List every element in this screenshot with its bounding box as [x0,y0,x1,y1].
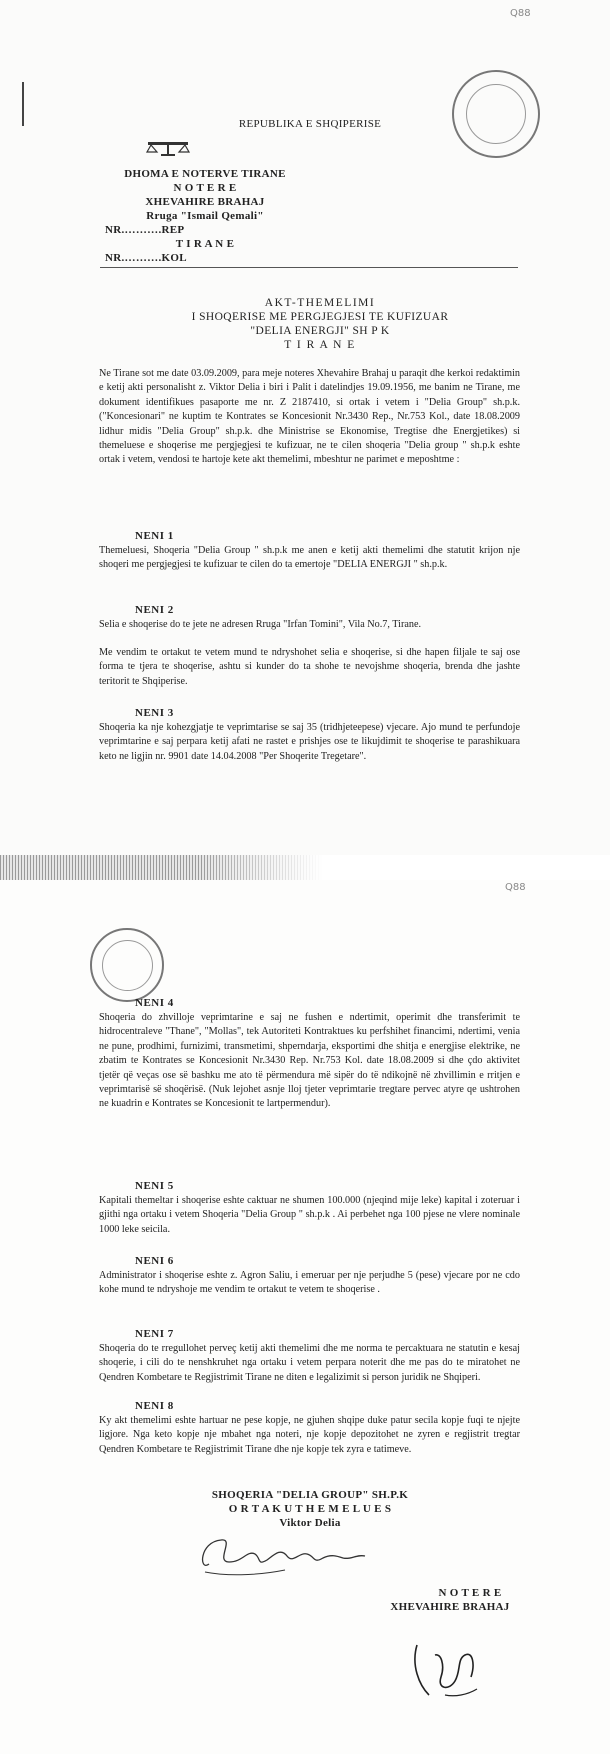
article-text: Shoqeria ka nje kohezgjatje te veprimtarise se saj 35 (tridhjeteepese) vjecare. Ajo mund te perfundoje veprimtarine e saj perpara ketij afati ne rastet e prishjes ose te likujdimit te shoqerise te parashikuara keto ne ligjin nr. 9901 date 14.04.2008 "Per Shoqerite Tregetare". [99,722,520,762]
notary-stamp-seal [90,928,164,1002]
header-divider [100,267,518,268]
article-text: Ky akt themelimi eshte hartuar ne pese kopje, ne gjuhen shqipe duke patur secila kopje fuqi te njejte ligjore. Nga keto kopje nje mbahet nga noteri, nje kopje depozitohet ne zyren e regjistrit tregtar Qendren Kombetare te Regjistrimit Tirane dhe nje kopje tek zyra e tatimeve. [99,1415,520,1455]
page-corner-note: Q88 [505,882,526,893]
notary-city: T I R A N E [175,238,235,250]
deed-subtitle: I SHOQERISE ME PERGJEGJESI TE KUFIZUAR [191,311,449,323]
notary-sign-name: XHEVAHIRE BRAHAJ [390,1601,510,1613]
deed-title: AKT-THEMELIMI [264,297,376,309]
article-heading: NENI 5 [135,1180,174,1192]
notary-handwritten-signature [405,1625,485,1705]
article-heading: NENI 4 [135,997,174,1009]
article-text: Shoqeria do zhvilloje veprimtarine e saj ne fushen e ndertimit, operimit dhe transferimit te hidrocentraleve "Thane", "Mollas", tek Autoriteti Kontraktues ku perfshihet financimi, ndertimi, venia ne pune, prodhimi, furnizimi, transmetimi, shperndarja, eksportimi dhe shitja e energjise elektrike, ne zbatim te Kontrates se Koncesionit Nr.3430 Rep. Nr.753 Kol. date 18.08.2009 si dhe çdo aktivitet tjetër që veças ose së bashku me ato të përmendura më sipër do të ndikojnë në zhvillimin e rritjen e veprimtarisë së shoqërisë. (Nuk lejohet asnje lloj tjeter veprimtarie tregtare pervec atyre qe ushtrohen ne kuadrin e Kontrates se Koncesionit te lartpermendur). [99,1012,520,1110]
notary-chamber: DHOMA E NOTERVE TIRANE [124,168,286,180]
article-heading: NENI 2 [135,604,174,616]
signature-company: SHOQERIA "DELIA GROUP" SH.P.K [211,1489,409,1501]
page-corner-note: Q88 [510,8,531,19]
article-text: Me vendim te ortakut te vetem mund te ndryshohet selia e shoqerise, si dhe hapen filjale te saj ose forma te tjera te shoqerise, ashtu si kunder do ta shohe te nevojshme shoqeria, brenda dhe jashte teritorit te Shqiperise. [99,647,520,687]
deed-city: T I R A N E [284,339,356,351]
notary-sign-label: N O T E R E [438,1587,502,1599]
article-heading: NENI 6 [135,1255,174,1267]
margin-mark [22,82,24,126]
article-heading: NENI 7 [135,1328,174,1340]
document-page-2 [0,880,610,1754]
notary-label: N O T E R E [173,182,237,194]
article-text: Themeluesi, Shoqeria "Delia Group " sh.p.k me anen e ketij akti themelimi dhe statutit krijon nje shoqeri me pergjegjesi te kufizuar te cilen do ta emertoje "DELIA ENERGJI " sh.p.k. [99,545,520,571]
article-heading: NENI 1 [135,530,174,542]
notary-name: XHEVAHIRE BRAHAJ [145,196,265,208]
signature-name: Viktor Delia [279,1517,341,1529]
article-heading: NENI 8 [135,1400,174,1412]
notary-stamp-seal [452,70,540,158]
company-name-title: "DELIA ENERGJI" SH P K [250,325,390,337]
scales-of-justice-icon [143,141,193,157]
republic-heading: REPUBLIKA E SHQIPERISE [238,118,382,130]
intro-paragraph: Ne Tirane sot me date 03.09.2009, para meje noteres Xhevahire Brahaj u paraqit dhe kerkoi redaktimin e ketij akti personalisht z. Viktor Delia i biri i Palit i datelindjes 19.09.1956, me banim ne Tirane, me dokument identifikues pasaporte me nr. Z 2187410, si ortak i vetem i "Delia Group" sh.p.k. ("Koncesionari" ne kuptim te Kontrates se Koncesionit Nr.3430 Rep., Nr.753 Kol., date 18.08.2009 lidhur midis "Delia Group" sh.p.k. dhe Ministrise se Ekonomise, Tregtise dhe Energjetikes) si themeluese e shoqerise me pergjegjesi te kufizuar, ne te cilen shoqeria "Delia group " sh.p.k eshte ortak i vetem, vendosi te hartoje kete akt themelimi, mbeshtur ne parimet e meposhtme : [99,368,520,466]
article-text: Administrator i shoqerise eshte z. Agron Saliu, i emeruar per nje perjudhe 5 (pese) vjecare por ne cdo kohe mund te ndryshoje me vendim te ortakut te vetem te shoqerise . [99,1270,520,1296]
rep-number: NR.……….REP [105,224,185,236]
article-heading: NENI 3 [135,707,174,719]
article-text: Shoqeria do te rregullohet perveç ketij akti themelimi dhe me norma te percaktuara ne statutin e kesaj shoqerie, i cili do te nenshkruhet nga ortaku i vetem perpara noterit dhe me pas do te miratohet ne Qendren Kombetare te Regjistrimit Tirane ne diten e legalizimit si person juridik ne Shqiperi. [99,1343,520,1383]
signature-role: O R T A K U T H E M E L U E S [228,1503,392,1515]
notary-street: Rruga "Ismail Qemali" [146,210,264,222]
founder-handwritten-signature [195,1532,380,1580]
article-text: Selia e shoqerise do te jete ne adresen Rruga "Irfan Tomini", Vila No.7, Tirane. [99,619,422,630]
article-text: Kapitali themeltar i shoqerise eshte caktuar ne shumen 100.000 (njeqind mije leke) kapital i zoteruar i gjithi nga ortaku i vetem Shoqeria "Delia Group " sh.p.k . Ai perbehet nga 100 pjese ne vlere nominale 1000 leke seicila. [99,1195,520,1235]
kol-number: NR.……….KOL [105,252,187,264]
document-page-1 [0,0,610,855]
